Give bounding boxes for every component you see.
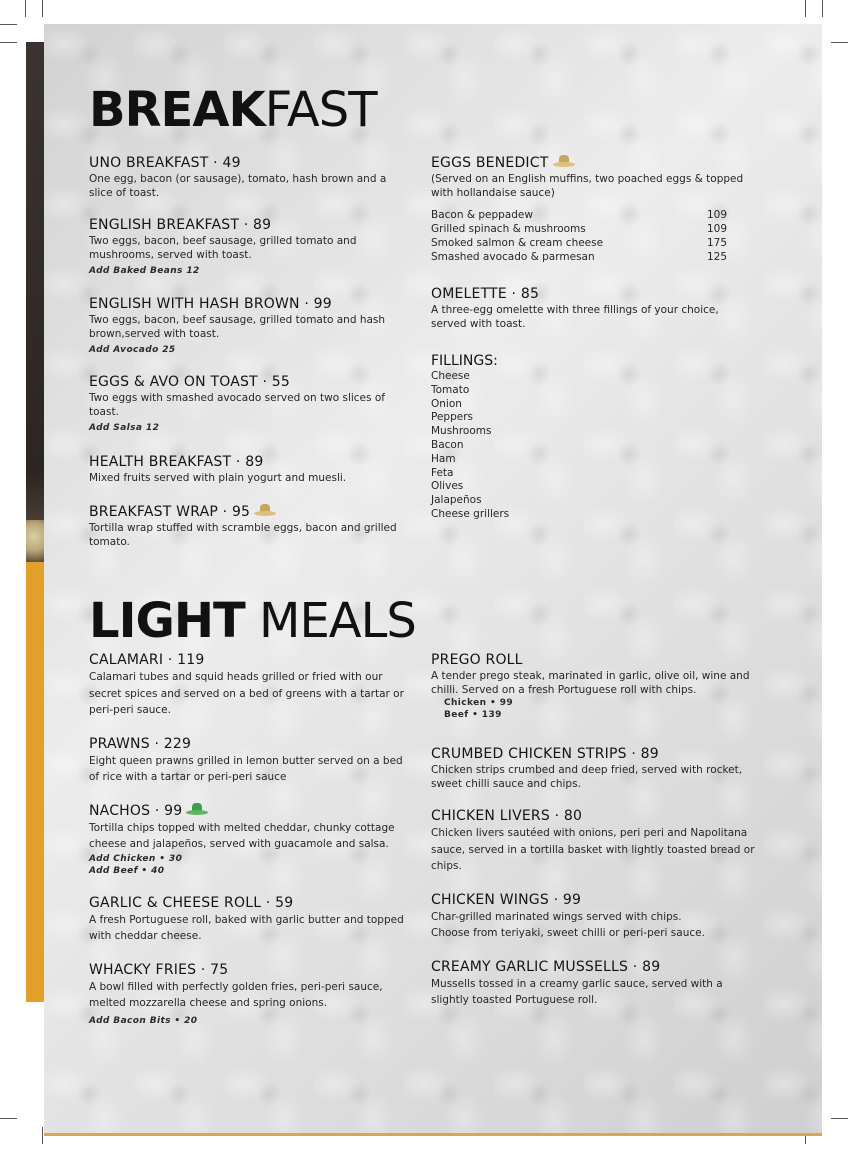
item-description: Calamari tubes and squid heads grilled or fried with our secret spices and served on a bed of greens with a tartar or peri-peri sauce.: [89, 671, 404, 716]
item-title: GARLIC & CHEESE ROLL · 59: [89, 894, 294, 911]
item-title: CALAMARI · 119: [89, 652, 205, 668]
item-description: Two eggs, bacon, beef sausage, grilled tomato and hash brown,served with toast.: [89, 314, 386, 340]
menu-item: [89, 217, 419, 277]
variant-row: [431, 222, 727, 236]
menu-item: [89, 296, 419, 356]
crop-mark: [42, 0, 43, 17]
variant-list: [431, 208, 727, 264]
variant-price: 175: [706, 237, 727, 249]
gold-hat-icon: [254, 504, 276, 517]
crop-mark: [0, 24, 17, 25]
fillings-list: [431, 353, 761, 522]
item-title: EGGS & AVO ON TOAST · 55: [89, 374, 290, 390]
heading-light-part: FAST: [264, 82, 377, 138]
item-addon: Add Bacon Bits • 20: [89, 1015, 198, 1026]
light-meals-right-column: [431, 652, 761, 1009]
item-description: Tortilla wrap stuffed with scramble eggs, bacon and grilled tomato.: [89, 522, 397, 548]
crop-mark: [831, 1118, 848, 1119]
filling-item: Onion: [431, 397, 462, 410]
crop-mark: [0, 42, 17, 43]
variant-row: [431, 250, 727, 264]
variant-name: Smashed avocado & parmesan: [431, 251, 595, 263]
filling-item: Olives: [431, 480, 464, 493]
item-title-text: EGGS BENEDICT: [431, 155, 549, 171]
item-title: [89, 504, 419, 521]
page-bottom-edge: [44, 1133, 822, 1136]
heading-bold-part: LIGHT: [89, 593, 245, 649]
item-title: CHICKEN LIVERS · 80: [431, 808, 583, 824]
crop-mark: [0, 1118, 17, 1119]
menu-item: [89, 155, 419, 200]
menu-item: [89, 803, 419, 877]
item-title: CRUMBED CHICKEN STRIPS · 89: [431, 746, 659, 762]
gold-hat-icon: [553, 155, 575, 168]
item-description: Tortilla chips topped with melted cheddar, chunky cottage cheese and jalapeños, served with guacamole and salsa.: [89, 821, 395, 850]
breakfast-right-column: [431, 155, 761, 522]
menu-item: [431, 286, 761, 331]
menu-item: [89, 504, 419, 549]
item-description: (Served on an English muffins, two poached eggs & topped with hollandaise sauce): [431, 173, 744, 199]
heading-bold-part: BREAK: [89, 82, 265, 138]
menu-item: [431, 808, 761, 875]
green-hat-icon: [186, 803, 208, 816]
variant-price: 109: [706, 223, 727, 235]
item-title: OMELETTE · 85: [431, 286, 540, 302]
item-addon: Add Beef • 40: [89, 865, 165, 876]
item-title: PRAWNS · 229: [89, 735, 192, 752]
filling-item: Jalapeños: [431, 494, 482, 507]
item-description: One egg, bacon (or sausage), tomato, hash brown and a slice of toast.: [89, 173, 387, 199]
breakfast-left-column: [89, 155, 419, 549]
light-meals-heading: [89, 593, 416, 649]
menu-item: [89, 962, 419, 1027]
item-description: Chicken livers sautéed with onions, peri peri and Napolitana sauce, served in a tortilla basket with lightly toasted bread or chips.: [431, 827, 755, 872]
item-description: Two eggs, bacon, beef sausage, grilled tomato and mushrooms, served with toast.: [89, 235, 357, 261]
crop-mark: [831, 42, 848, 43]
item-title: CREAMY GARLIC MUSSELLS · 89: [431, 958, 661, 975]
gold-accent-strip: [26, 562, 46, 1002]
heading-light-part: MEALS: [259, 593, 416, 649]
item-title: PREGO ROLL: [431, 652, 523, 668]
menu-item: [89, 454, 419, 485]
menu-item: [431, 652, 761, 721]
item-title: [89, 803, 419, 820]
crop-mark: [42, 1127, 43, 1144]
item-title-text: NACHOS · 99: [89, 802, 183, 819]
filling-item: Cheese grillers: [431, 507, 510, 520]
variant-name: Smoked salmon & cream cheese: [431, 237, 604, 249]
breakfast-heading: [89, 82, 377, 138]
item-title: WHACKY FRIES · 75: [89, 961, 229, 978]
fillings-title: FILLINGS:: [431, 353, 498, 369]
menu-item: [431, 155, 761, 264]
item-title: UNO BREAKFAST · 49: [89, 155, 241, 171]
variant-price: 109: [706, 209, 727, 221]
filling-item: Bacon: [431, 438, 464, 451]
item-title-text: BREAKFAST WRAP · 95: [89, 504, 251, 520]
menu-item: [89, 895, 419, 945]
filling-item: Feta: [431, 466, 454, 479]
item-option: Beef • 139: [444, 710, 502, 720]
crop-mark: [805, 0, 806, 17]
variant-row: [431, 236, 727, 250]
filling-item: Peppers: [431, 411, 473, 424]
item-title: CHICKEN WINGS · 99: [431, 891, 582, 908]
filling-item: Cheese: [431, 370, 470, 382]
item-description: A tender prego steak, marinated in garlic, olive oil, wine and chilli. Served on a fresh Portuguese roll with chips.: [431, 670, 750, 696]
menu-item: [89, 374, 419, 434]
filling-item: Tomato: [431, 383, 470, 396]
item-addon: Add Baked Beans 12: [89, 266, 200, 276]
menu-item: [89, 652, 419, 719]
item-title: ENGLISH WITH HASH BROWN · 99: [89, 296, 332, 312]
item-description: A three-egg omelette with three fillings of your choice, served with toast.: [431, 304, 719, 330]
menu-item: [431, 892, 761, 942]
light-meals-left-column: [89, 652, 419, 1027]
crop-mark: [822, 0, 823, 17]
menu-item: [89, 736, 419, 786]
item-description: Mixed fruits served with plain yogurt and muesli.: [89, 472, 347, 484]
item-description: Two eggs with smashed avocado served on two slices of toast.: [89, 392, 385, 418]
item-addon: Add Avocado 25: [89, 345, 176, 355]
item-description: A bowl filled with perfectly golden fries, peri-peri sauce, melted mozzarella cheese and spring onions.: [89, 980, 383, 1009]
filling-item: Ham: [431, 452, 456, 465]
variant-name: Bacon & peppadew: [431, 209, 533, 221]
item-description: Mussells tossed in a creamy garlic sauce, served with a slightly toasted Portuguese roll.: [431, 977, 723, 1006]
background-photo-strip: [26, 520, 46, 562]
menu-item: [431, 746, 761, 791]
item-description: A fresh Portuguese roll, baked with garlic butter and topped with cheddar cheese.: [89, 913, 404, 942]
variant-price: 125: [706, 251, 727, 263]
item-description: Eight queen prawns grilled in lemon butter served on a bed of rice with a tartar or peri-peri sauce: [89, 754, 403, 783]
item-description: Chicken strips crumbed and deep fried, served with rocket, sweet chilli sauce and chips.: [431, 764, 743, 790]
filling-item: Mushrooms: [431, 425, 492, 438]
item-description: Char-grilled marinated wings served with chips. Choose from teriyaki, sweet chilli or peri-peri sauce.: [431, 910, 705, 939]
item-addon: Add Chicken • 30: [89, 853, 183, 864]
variant-name: Grilled spinach & mushrooms: [431, 223, 586, 235]
variant-row: [431, 208, 727, 222]
item-option: Chicken • 99: [444, 698, 514, 708]
item-addon: Add Salsa 12: [89, 423, 160, 433]
item-title: ENGLISH BREAKFAST · 89: [89, 217, 272, 233]
menu-item: [431, 959, 761, 1009]
item-title: [431, 155, 761, 172]
crop-mark: [25, 0, 26, 17]
item-title: HEALTH BREAKFAST · 89: [89, 454, 264, 470]
